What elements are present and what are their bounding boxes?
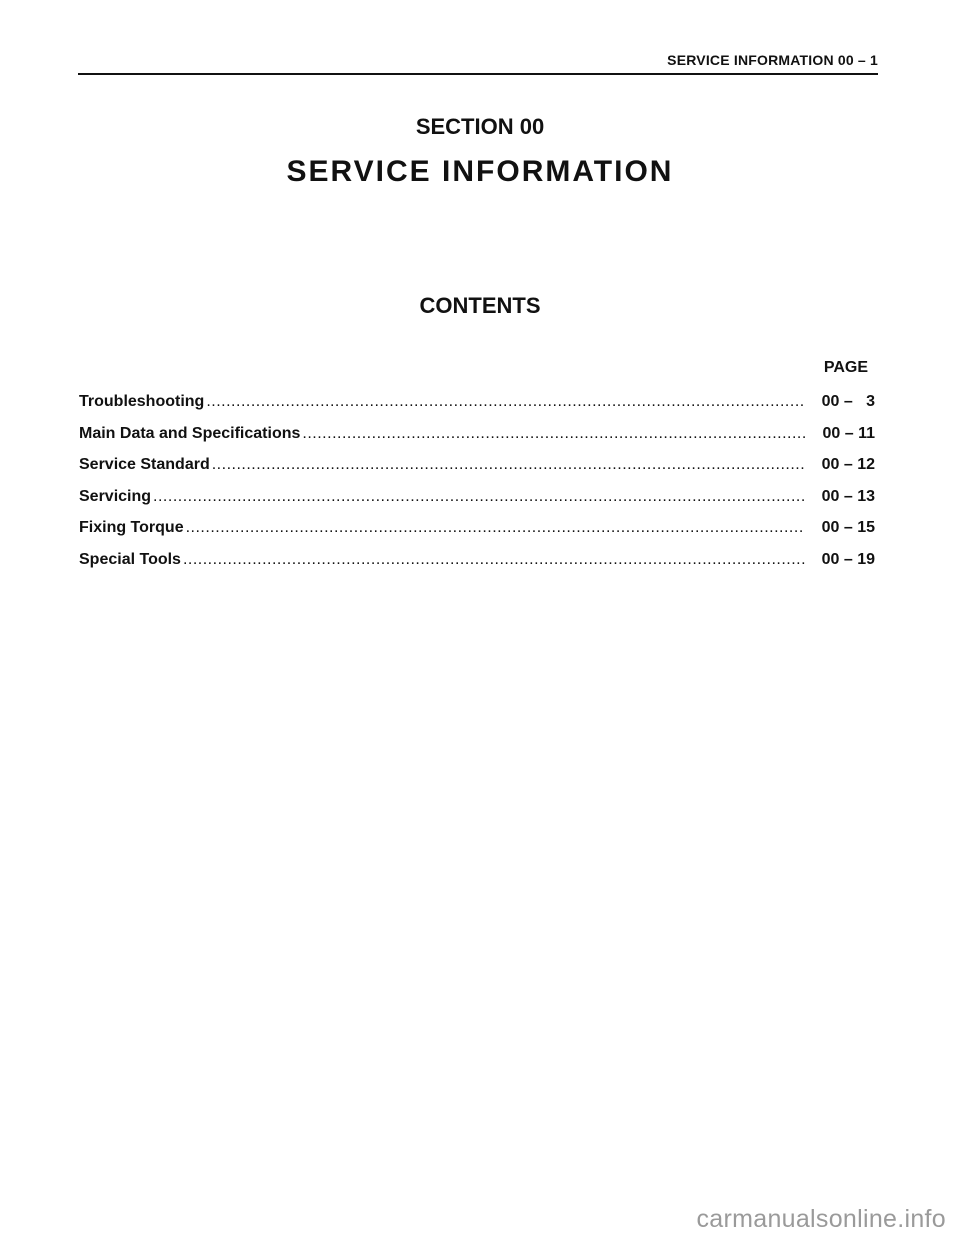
toc-entry-page: 00 – 13	[821, 487, 875, 505]
toc-entry-title: Servicing	[79, 487, 152, 505]
running-header: SERVICE INFORMATION 00 – 1	[667, 52, 878, 68]
toc-entry-special-tools[interactable]	[79, 548, 875, 580]
toc-entry-title: Troubleshooting	[79, 393, 205, 410]
toc-entry-page: 00 – 3	[821, 393, 875, 410]
toc-entry-title: Fixing Torque	[79, 519, 184, 536]
toc-entry-title: Special Tools	[79, 550, 181, 568]
table-of-contents	[79, 390, 875, 579]
dot-leader	[183, 548, 805, 572]
watermark-text: carmanualsonline.info	[696, 1205, 946, 1233]
toc-entry-page: 00 – 11	[822, 424, 875, 442]
toc-entry-fixing-torque[interactable]	[79, 516, 875, 548]
toc-entry-page: 00 – 19	[821, 550, 875, 568]
dot-leader	[206, 390, 805, 414]
dot-leader	[212, 453, 805, 477]
dot-leader	[153, 485, 805, 509]
header-divider	[78, 73, 878, 75]
toc-entry-page: 00 – 12	[821, 456, 875, 473]
toc-entry-service-standard[interactable]	[79, 453, 875, 485]
toc-entry-servicing[interactable]	[79, 485, 875, 517]
toc-entry-title: Service Standard	[79, 456, 210, 473]
toc-entry-page: 00 – 15	[821, 519, 875, 536]
contents-heading: CONTENTS	[419, 293, 541, 318]
dot-leader	[302, 422, 805, 446]
toc-entry-main-data[interactable]	[79, 422, 875, 454]
toc-entry-title: Main Data and Specifications	[79, 424, 301, 442]
section-label: SECTION 00	[415, 114, 545, 139]
section-title: SERVICE INFORMATION	[286, 155, 674, 188]
toc-entry-troubleshooting[interactable]	[79, 390, 875, 422]
dot-leader	[186, 516, 805, 540]
page-column-label: PAGE	[823, 359, 868, 376]
